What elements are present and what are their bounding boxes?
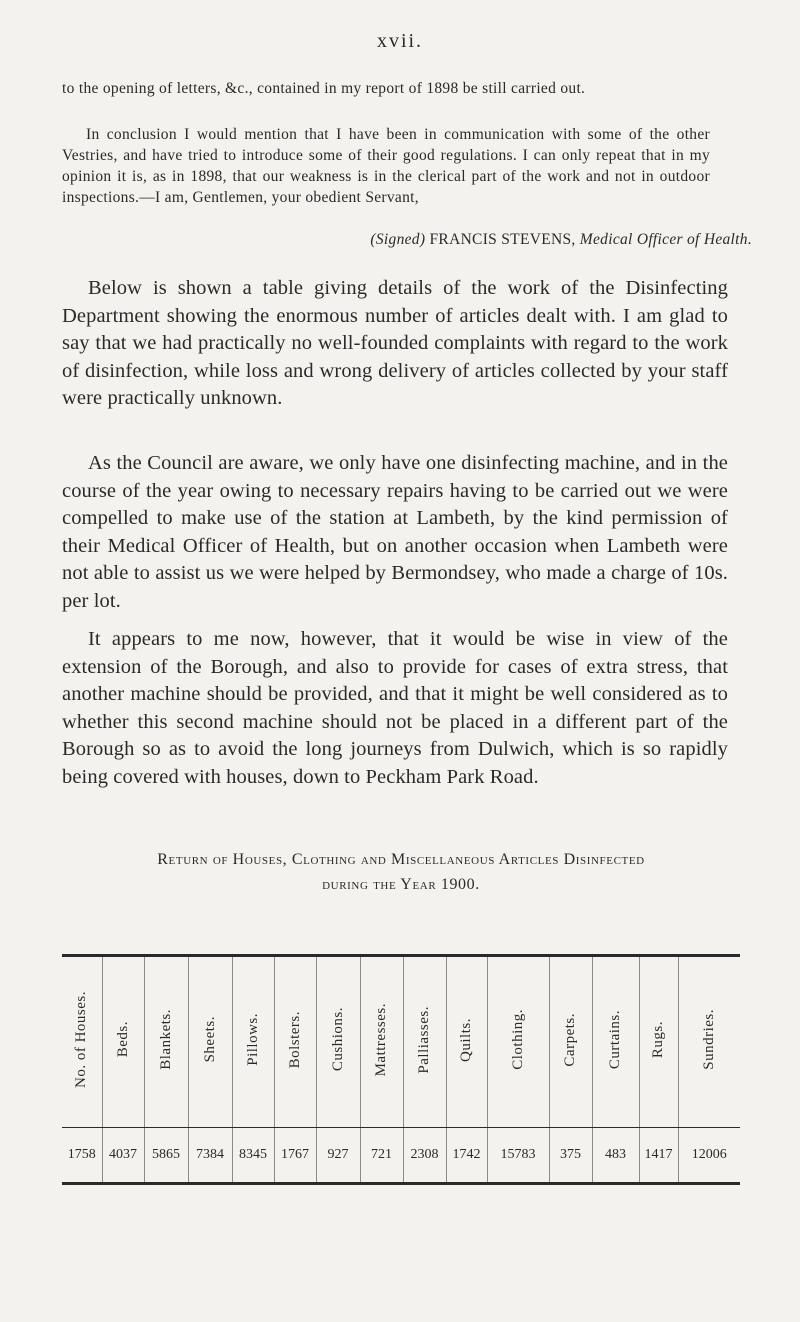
header-carpets: Carpets. xyxy=(562,1012,578,1067)
table-row xyxy=(62,1128,740,1184)
header-curtains: Curtains. xyxy=(607,1009,623,1070)
table-header-cell xyxy=(446,956,487,1128)
table-title xyxy=(62,847,740,897)
header-beds: Beds. xyxy=(114,1021,131,1058)
value-rugs: 1417 xyxy=(639,1128,678,1184)
table-header-cell xyxy=(487,956,549,1128)
signed-label: (Signed) xyxy=(370,231,426,248)
value-clothing: 15783 xyxy=(487,1128,549,1184)
signatory-title: Medical Officer of Health. xyxy=(579,231,752,248)
body-paragraph-2: As the Council are aware, we only have one disinfecting machine, and in the course of the year owing to necessary repairs having to be carried out we were compelled to make use of the station at Lambeth, by the kind permission of their Medical Officer of Health, but on another occasion when Lambeth were not able to assist us we were helped by Bermondsey, who made a charge of 10s. per lot. xyxy=(62,452,728,612)
letter-opening-paragraph: to the opening of letters, &c., contained in my report of 1898 be still carried out. xyxy=(62,80,586,97)
table-header-cell xyxy=(549,956,592,1128)
header-mattresses: Mattresses. xyxy=(373,1002,389,1077)
value-mattresses: 721 xyxy=(360,1128,403,1184)
header-sundries: Sundries. xyxy=(700,1009,717,1070)
value-blankets: 5865 xyxy=(144,1128,188,1184)
table-header-cell xyxy=(274,956,316,1128)
value-bolsters: 1767 xyxy=(274,1128,316,1184)
table-title-line-2: during the Year 1900. xyxy=(322,876,480,893)
table-header-cell xyxy=(232,956,274,1128)
header-blankets: Blankets. xyxy=(157,1009,174,1070)
header-clothing: Clothing. xyxy=(509,1009,526,1070)
header-sheets: Sheets. xyxy=(201,1016,218,1063)
page-number: xvii. xyxy=(376,30,424,52)
value-beds: 4037 xyxy=(102,1128,144,1184)
signature-line xyxy=(0,231,752,249)
value-quilts: 1742 xyxy=(446,1128,487,1184)
table-header-row xyxy=(62,956,740,1128)
signatory-name: FRANCIS STEVENS, xyxy=(429,231,576,248)
table-title-line-1: Return of Houses, Clothing and Miscellaneous Articles Disinfected xyxy=(157,851,645,868)
header-rugs: Rugs. xyxy=(650,1020,666,1059)
table-header-cell xyxy=(62,956,102,1128)
table-header-cell xyxy=(144,956,188,1128)
header-pillows: Pillows. xyxy=(244,1013,261,1066)
value-pillows: 8345 xyxy=(232,1128,274,1184)
value-palliasses: 2308 xyxy=(403,1128,446,1184)
value-cushions: 927 xyxy=(316,1128,360,1184)
value-sundries: 12006 xyxy=(691,1147,727,1162)
value-curtains: 483 xyxy=(592,1128,639,1184)
table-header-cell xyxy=(639,956,678,1128)
table-header-cell xyxy=(360,956,403,1128)
header-quilts: Quilts. xyxy=(458,1017,474,1062)
table-header-cell xyxy=(403,956,446,1128)
body-paragraph-1: Below is shown a table giving details of the work of the Disinfecting Department showing the enormous number of articles dealt with. I am glad to say that we had practically no well-founded complaints with regard to the work of disinfection, while loss and wrong delivery of articles collected by your staff were practically unknown. xyxy=(62,277,728,409)
table-header-cell xyxy=(592,956,639,1128)
disinfection-returns-table xyxy=(62,954,740,1185)
value-houses: 1758 xyxy=(62,1128,102,1184)
header-palliasses: Palliasses. xyxy=(416,1005,432,1074)
letter-conclusion-paragraph: In conclusion I would mention that I have been in communication with some of the other Vestries, and have tried to introduce some of their good regulations. I can only repeat that in my opinion it is, as in 1898, that our weakness is in the clerical part of the work and not in outdoor inspections.—I am, Gentlemen, your obedient Servant, xyxy=(62,126,710,206)
header-bolsters: Bolsters. xyxy=(286,1010,303,1069)
value-carpets: 375 xyxy=(549,1128,592,1184)
table-header-cell xyxy=(102,956,144,1128)
table-header-cell xyxy=(188,956,232,1128)
table-header-cell xyxy=(678,956,740,1128)
body-paragraph-3: It appears to me now, however, that it would be wise in view of the extension of the Borough, and also to provide for cases of extra stress, that another machine should be provided, and that it might be well considered as to whether this second machine should not be placed in a different part of the Borough so as to avoid the long journeys from Dulwich, which is so rapidly being covered with houses, down to Peckham Park Road. xyxy=(62,628,728,788)
header-cushions: Cushions. xyxy=(329,1007,346,1072)
value-sheets: 7384 xyxy=(188,1128,232,1184)
table-header-cell xyxy=(316,956,360,1128)
header-houses: No. of Houses. xyxy=(73,991,90,1088)
